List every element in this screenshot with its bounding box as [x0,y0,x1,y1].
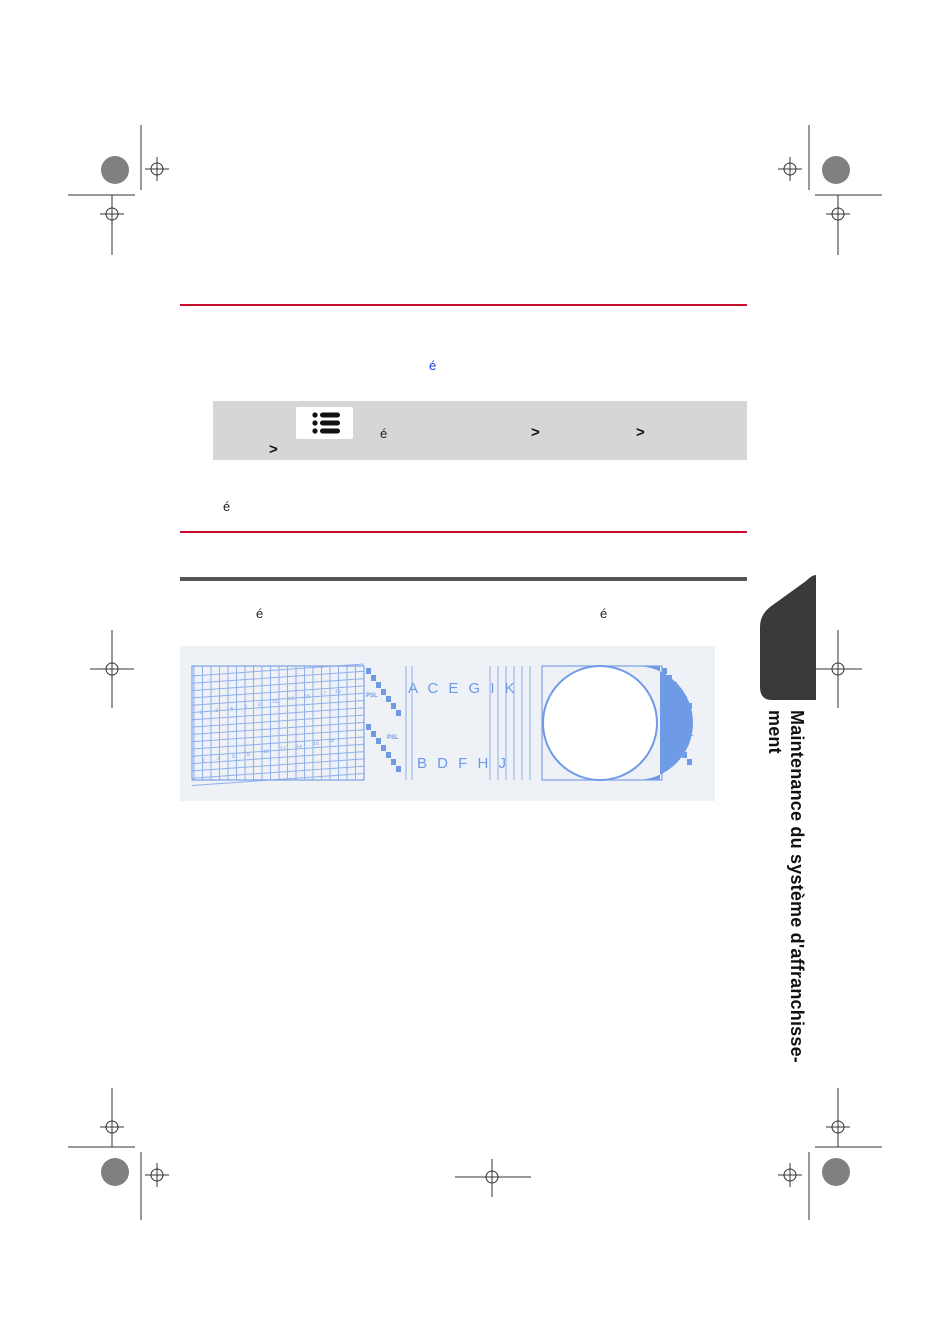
chapter-title-line2: ment [765,710,785,754]
test-letters-top: A C E G I K [408,680,518,697]
body-text: é [600,606,608,621]
svg-text:8: 8 [247,752,251,758]
svg-text:6: 6 [244,704,248,710]
chevron-icon: > [269,441,278,458]
warning-top-rule [180,304,747,306]
chapter-title [764,710,808,1063]
svg-text:3: 3 [217,756,221,762]
chapter-tab [760,575,816,700]
svg-text:5: 5 [232,754,236,760]
svg-text:19: 19 [335,689,342,695]
warning-bottom-rule [180,531,747,533]
menu-button[interactable] [296,407,353,439]
test-print-pattern [180,646,715,801]
svg-text:18: 18 [328,738,335,744]
svg-text:16: 16 [313,741,320,747]
procedure-text: é [380,426,388,441]
svg-text:2: 2 [202,758,206,764]
chevron-icon: > [636,424,645,441]
chapter-title-line1: Maintenance du système d'affranchisse- [787,710,807,1063]
psl-label: PSL [366,693,378,699]
svg-text:17: 17 [320,691,327,697]
test-letters-bottom: B D F H J [417,755,510,772]
chevron-icon: > [531,424,540,441]
svg-text:11: 11 [272,699,279,705]
svg-text:12: 12 [280,746,287,752]
menu-list-icon [296,407,353,439]
link-text[interactable]: é [429,358,437,373]
svg-text:13: 13 [288,696,295,702]
note-text: é [223,499,231,514]
procedure-box [213,401,747,460]
svg-text:3: 3 [215,708,219,714]
psl-label: PSL [682,732,694,738]
svg-text:2: 2 [200,710,204,716]
svg-text:8: 8 [258,702,262,708]
psl-label: PSL [387,735,399,741]
psl-label: PSL [662,704,674,710]
svg-text:4: 4 [230,706,234,712]
svg-text:15: 15 [304,694,311,700]
svg-text:14: 14 [296,744,303,750]
body-text: é [256,606,264,621]
svg-text:10: 10 [263,749,270,755]
section-rule [180,577,747,581]
